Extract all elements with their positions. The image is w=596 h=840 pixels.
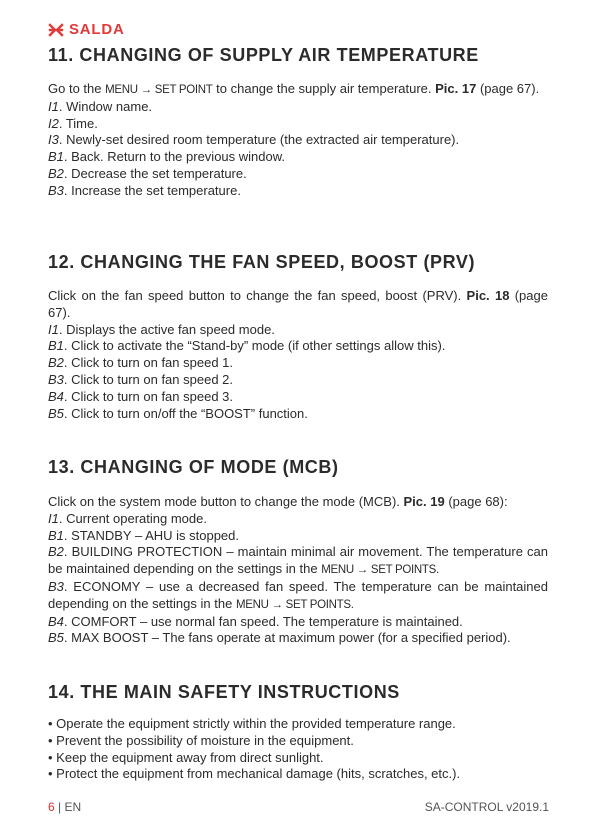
list-item: B1. STANDBY – AHU is stopped. — [48, 527, 239, 543]
list-item: B3. Click to turn on fan speed 2. — [48, 371, 234, 387]
menu-path: MENU → SET POINTS. — [321, 564, 439, 577]
menu-path: MENU → SET POINT — [105, 84, 213, 96]
page-number: 6 — [48, 800, 55, 814]
section-13-body — [48, 494, 548, 647]
list-item: I1. Window name. — [48, 98, 153, 114]
brand-name: SALDA — [69, 21, 125, 38]
bullet-item: • Protect the equipment from mechanical damage (hits, scratches, etc.). — [48, 766, 461, 782]
pic-ref: Pic. 18 — [466, 288, 510, 303]
bullet-item: • Operate the equipment strictly within the provided temperature range. — [48, 716, 456, 731]
list-item: B2. Click to turn on fan speed 1. — [48, 355, 234, 371]
list-item: I1. Displays the active fan speed mode. — [48, 321, 275, 337]
salda-logo-icon — [48, 23, 64, 37]
page-footer — [48, 800, 549, 814]
language-label: | EN — [54, 800, 82, 814]
list-item: I1. Current operating mode. — [48, 510, 207, 526]
section-11-body — [48, 81, 548, 200]
pic-ref: Pic. 17 — [435, 81, 477, 96]
document-version: SA-CONTROL v2019.1 — [424, 800, 549, 814]
list-item: B2. Decrease the set temperature. — [48, 165, 247, 181]
list-item: B3. ECONOMY – use a decreased fan speed. The temperature can be maintained depending on the settings in the MENU → SET POINTS. — [48, 578, 548, 611]
section-12-intro: Click on the fan speed button to change the fan speed, boost (PRV). Pic. 18 (page 67). — [48, 288, 548, 320]
list-item: B5. MAX BOOST – The fans operate at maximum power (for a specified period). — [48, 630, 511, 646]
list-item: B4. COMFORT – use normal fan speed. The temperature is maintained. — [48, 613, 463, 629]
section-13-title: 13. CHANGING OF MODE (MCB) — [48, 457, 339, 477]
list-item: B3. Increase the set temperature. — [48, 182, 241, 198]
list-item: I2. Time. — [48, 115, 98, 131]
list-item: B1. Click to activate the “Stand-by” mode (if other settings allow this). — [48, 338, 446, 354]
section-11-intro: Go to the MENU → SET POINT to change the supply air temperature. Pic. 17 (page 67). — [48, 81, 540, 96]
section-13-intro: Click on the system mode button to change the mode (MCB). Pic. 19 (page 68): — [48, 494, 508, 509]
bullet-item: • Keep the equipment away from direct sunlight. — [48, 749, 324, 765]
list-item: B2. BUILDING PROTECTION – maintain minimal air movement. The temperature can be maintained depending on the settings in the MENU → SET POINTS. — [48, 544, 548, 577]
section-12-title: 12. CHANGING THE FAN SPEED, BOOST (PRV) — [48, 252, 476, 272]
list-item: B5. Click to turn on/off the “BOOST” function. — [48, 405, 308, 421]
menu-path: MENU → SET POINTS. — [235, 598, 354, 611]
section-14-body — [48, 716, 548, 783]
bullet-item: • Prevent the possibility of moisture in the equipment. — [48, 732, 354, 748]
list-item: B1. Back. Return to the previous window. — [48, 149, 286, 165]
section-12-body — [48, 288, 548, 422]
salda-logo — [48, 22, 125, 38]
pic-ref: Pic. 19 — [403, 494, 445, 509]
section-14-title: 14. THE MAIN SAFETY INSTRUCTIONS — [48, 682, 400, 702]
list-item: I3. Newly-set desired room temperature (the extracted air temperature). — [48, 132, 460, 148]
section-11-title: 11. CHANGING OF SUPPLY AIR TEMPERATURE — [48, 45, 479, 65]
list-item: B4. Click to turn on fan speed 3. — [48, 388, 234, 404]
